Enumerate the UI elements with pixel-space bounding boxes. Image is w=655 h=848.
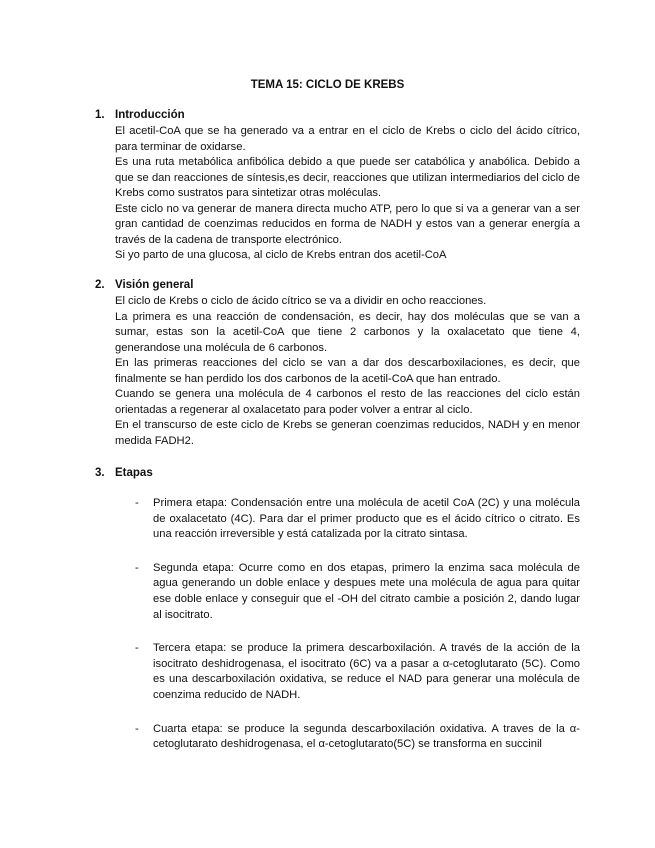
list-item (135, 722, 580, 753)
paragraph: Es una ruta metabólica anfibólica debido a que puede ser catabólica y anabólica. Debido a que se dan reacciones de síntesis,es decir, reacciones que utilizan intermediarios del ciclo de Krebs como sustratos para sintetizar otras moléculas. (115, 156, 580, 199)
section-title: Etapas (115, 467, 153, 479)
stage-list (95, 496, 580, 753)
paragraph: La primera es una reacción de condensación, es decir, hay dos moléculas que se van a sumar, estas son la acetil-CoA que tiene 2 carbonos y la oxalacetato que tiene 4, generandose una molécula de 6 carbonos. (115, 310, 580, 354)
bullet-dash: - (135, 722, 139, 735)
paragraph: En las primeras reacciones del ciclo se van a dar dos descarboxilaciones, es decir, que finalmente se han perdido los dos carbonos de la acetil-CoA que han entrado. (115, 357, 580, 385)
bullet-dash: - (135, 561, 139, 574)
section-title: Visión general (115, 279, 194, 291)
list-item-text: Primera etapa: Condensación entre una molécula de acetil CoA (2C) y una molécula de oxalacetato (4C). Para dar el primer producto que es el ácido cítrico o citrato. Es una reacción irreversible y está catalizada por la citrato sintasa. (153, 497, 580, 541)
bullet-dash: - (135, 642, 139, 655)
section-introduccion (95, 107, 580, 264)
section-etapas (95, 465, 580, 771)
paragraph: Cuando se genera una molécula de 4 carbonos el resto de las reacciones del ciclo están orientadas a regenerar al oxalacetato para poder volver a entrar al ciclo. (115, 388, 580, 416)
section-heading (95, 107, 580, 124)
list-item (135, 561, 580, 623)
section-heading (95, 465, 580, 482)
section-number: 1. (95, 109, 105, 121)
paragraph: En el transcurso de este ciclo de Krebs se generan coenzimas reducidos, NADH y en menor medida FADH2. (115, 419, 580, 447)
list-item (135, 641, 580, 703)
section-title: Introducción (115, 109, 185, 121)
paragraph: Este ciclo no va generar de manera directa mucho ATP, pero lo que si va a generar van a ser gran cantidad de coenzimas reducidos en forma de NADH y estos van a generar energía a través de la cadena de transporte electrónico. (115, 202, 580, 246)
list-item (135, 496, 580, 543)
bullet-dash: - (135, 497, 139, 509)
section-heading (95, 277, 580, 294)
section-number: 3. (95, 467, 105, 479)
paragraph: Si yo parto de una glucosa, al ciclo de Krebs entran dos acetil-CoA (115, 249, 447, 261)
list-item-text: Cuarta etapa: se produce la segunda descarboxilación oxidativa. A traves de la α-cetoglutarato deshidrogenasa, el α-cetoglutarato(5C) se transforma en succinil (153, 722, 580, 751)
document-title: TEMA 15: CICLO DE KREBS (250, 79, 405, 91)
section-number: 2. (95, 279, 105, 291)
section-vision-general (95, 277, 580, 449)
paragraph: El ciclo de Krebs o ciclo de ácido cítrico se va a dividir en ocho reacciones. (115, 295, 487, 307)
list-item-text: Segunda etapa: Ocurre como en dos etapas, primero la enzima saca molécula de agua generando un doble enlace y despues mete una molécula de agua para quitar ese doble enlace y conseguir que el -OH del citrato cambie a posición 2, dando lugar al isocitrato. (153, 561, 580, 621)
paragraph: El acetil-CoA que se ha generado va a entrar en el ciclo de Krebs o ciclo del ácido cítrico, para terminar de oxidarse. (115, 125, 580, 153)
list-item-text: Tercera etapa: se produce la primera descarboxilación. A través de la acción de la isocitrato deshidrogenasa, el isocitrato (6C) va a pasar a α-cetoglutarato (5C). Como es una descarboxilación oxidativa, se reduce el NAD para generar una molécula de coenzima reducido de NADH. (153, 642, 580, 701)
